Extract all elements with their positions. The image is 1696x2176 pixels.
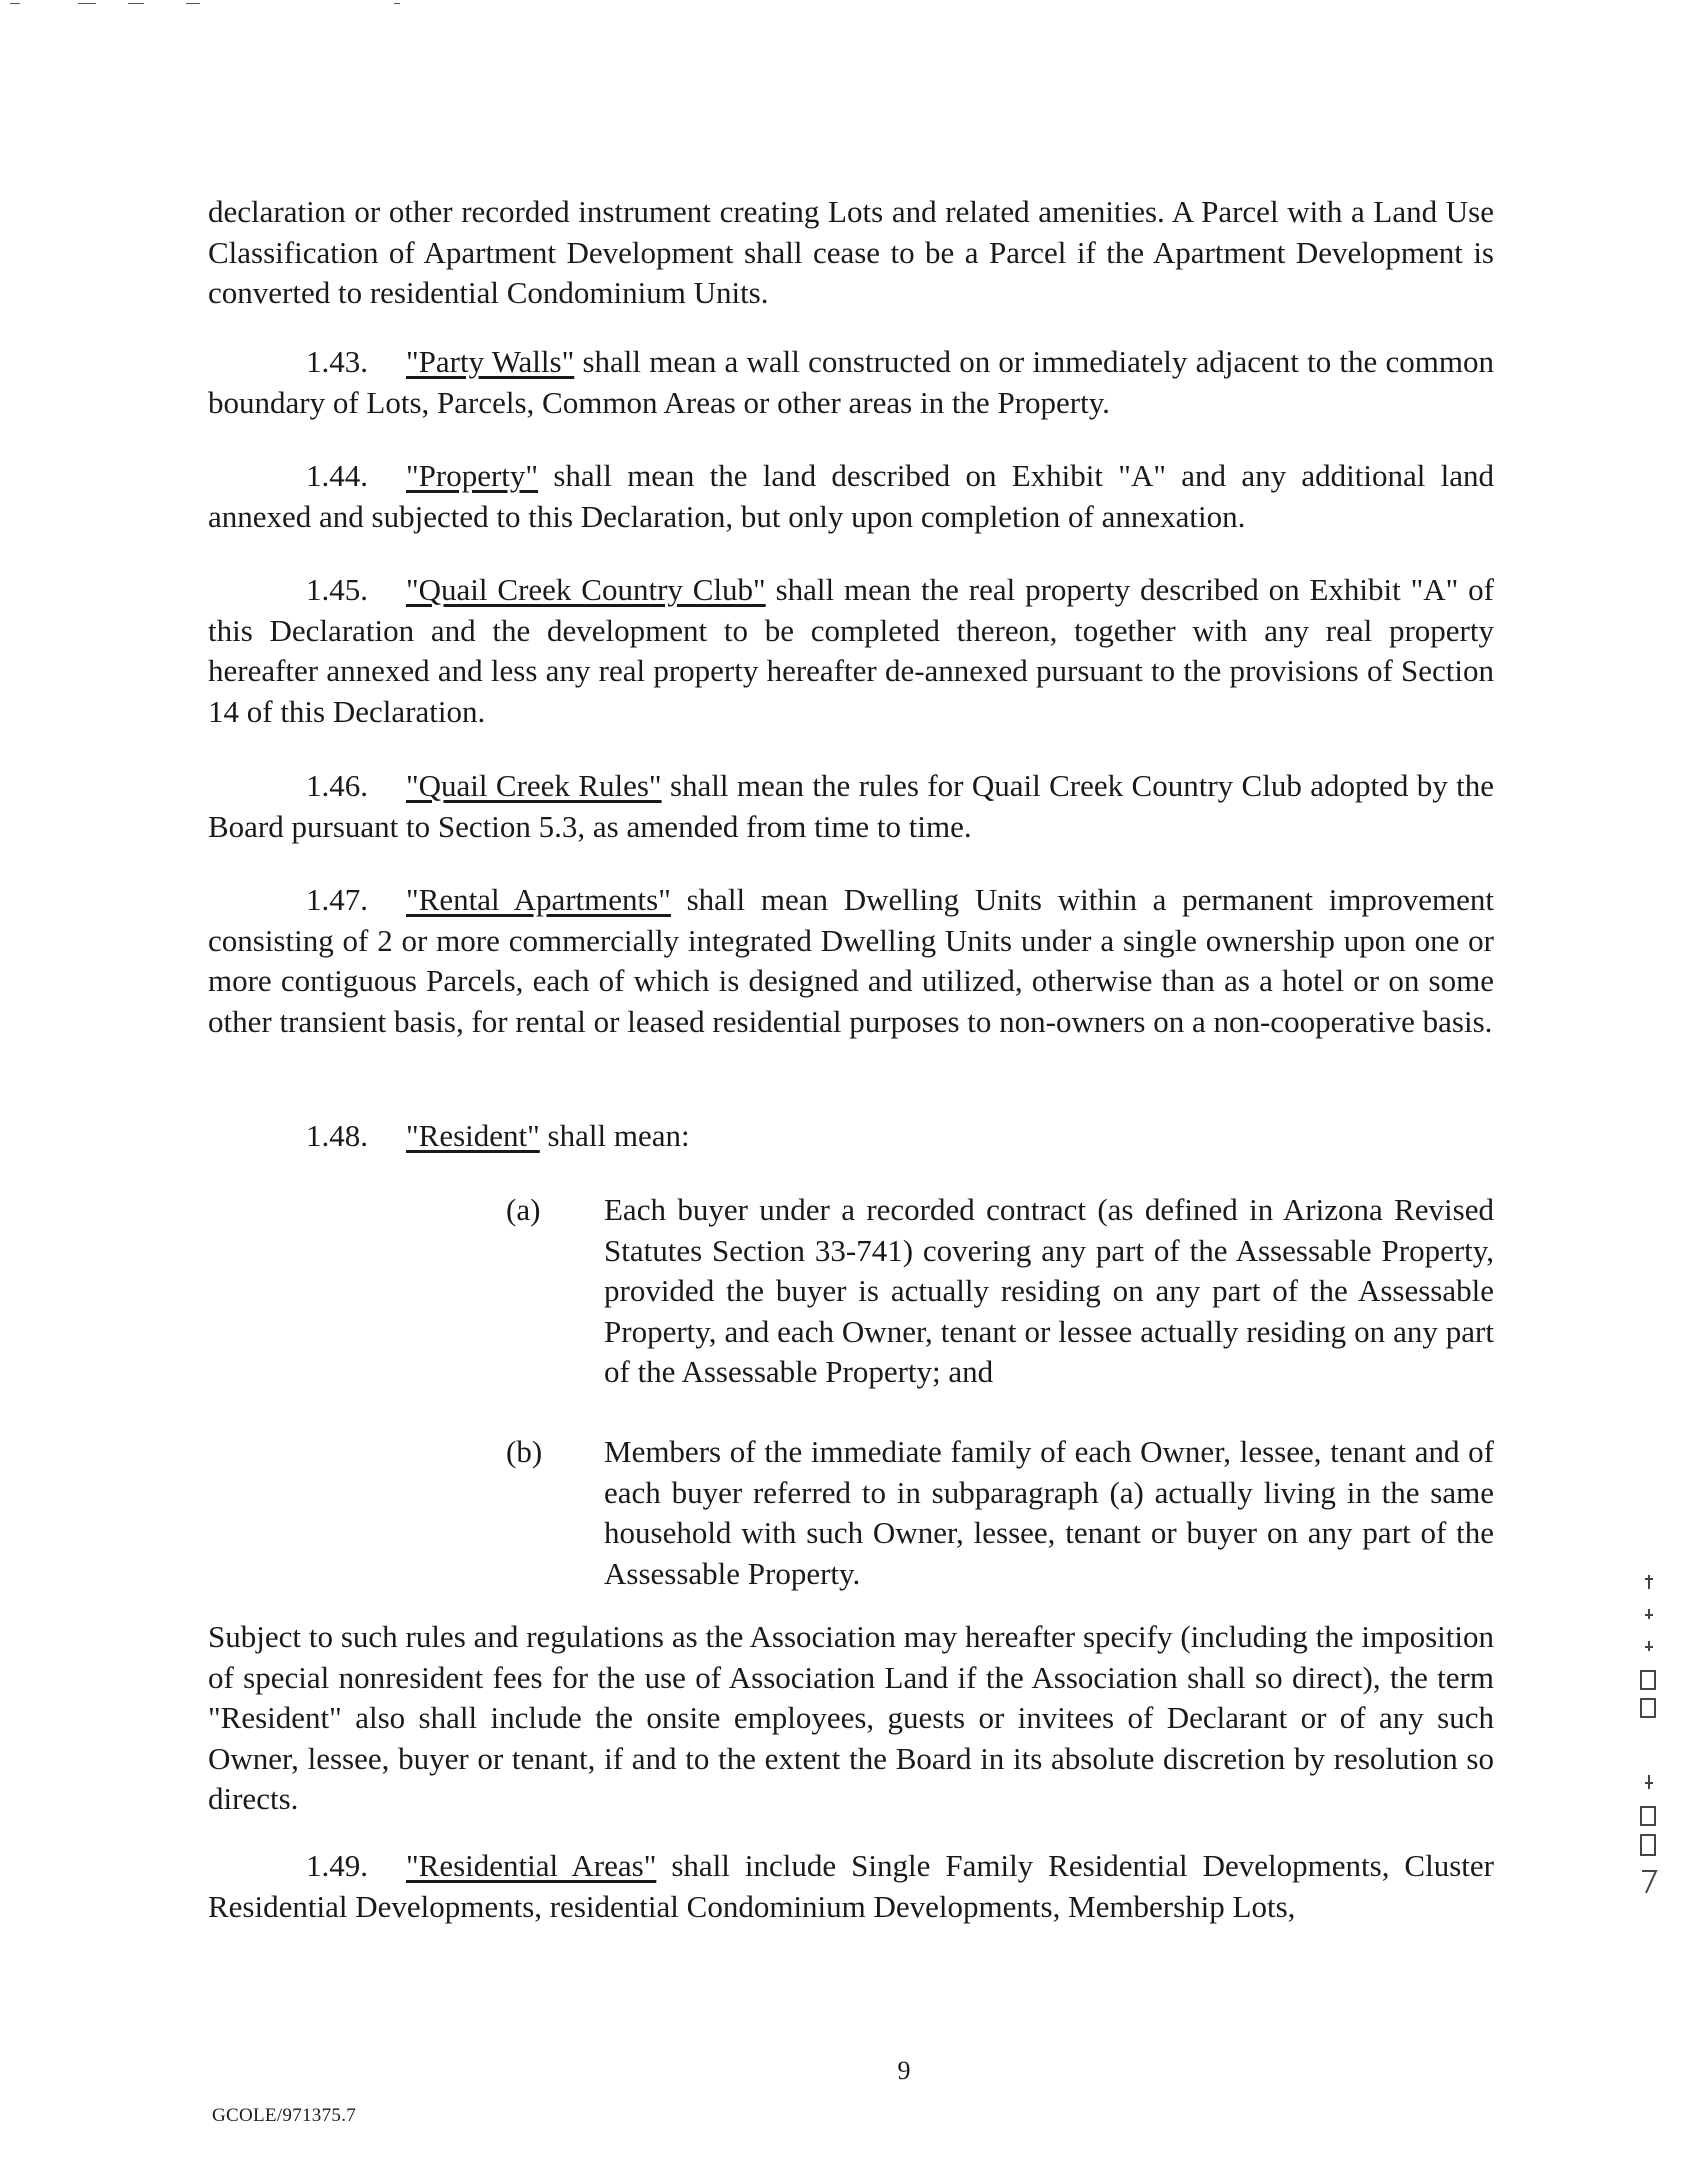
section-1-44: [208, 456, 1494, 537]
section-1-49: [208, 1846, 1494, 1927]
section-1-45: [208, 570, 1494, 732]
defined-term: "Resident": [406, 1118, 540, 1153]
defined-term: "Quail Creek Country Club": [406, 572, 766, 607]
section-text: shall include Single Family Residential Developments, Cluster Residential Developments, residential Condominium Developments, Membership Lots,: [208, 1848, 1494, 1924]
subparagraph-a: [508, 1190, 1494, 1393]
scan-artifact-marks: [10, 0, 430, 10]
section-1-48: [208, 1116, 1494, 1157]
defined-term: "Quail Creek Rules": [406, 768, 662, 803]
section-text: shall mean Dwelling Units within a permanent improvement consisting of 2 or more commercially integrated Dwelling Units under a single ownership upon one or more contiguous Parcels, each of which is designed and utilized, otherwise than as a hotel or on some other transient basis, for rental or leased residential purposes to non-owners on a non-cooperative basis.: [208, 882, 1494, 1039]
defined-term: "Property": [406, 458, 539, 493]
section-number: 1.48.: [306, 1118, 368, 1153]
section-number: 1.49.: [306, 1848, 368, 1883]
section-number: 1.47.: [306, 882, 368, 917]
section-number: 1.46.: [306, 768, 368, 803]
section-number: 1.44.: [306, 458, 368, 493]
section-text: shall mean the land described on Exhibit "A" and any additional land annexed and subjected to this Declaration, but only upon completion of annexation.: [208, 458, 1494, 534]
defined-term: "Residential Areas": [406, 1848, 657, 1883]
section-text: shall mean:: [539, 1118, 690, 1153]
section-1-46: [208, 766, 1494, 847]
section-text: shall mean the real property described on Exhibit "A" of this Declaration and the development to be completed thereon, together with any real property hereafter annexed and less any real property hereafter de-annexed pursuant to the provisions of Section 14 of this Declaration.: [208, 572, 1494, 729]
intro-paragraph: declaration or other recorded instrument creating Lots and related amenities. A Parcel with a Land Use Classification of Apartment Development shall cease to be a Parcel if the Apartment Development is converted to residential Condominium Units.: [208, 194, 1494, 310]
subparagraph-b: [508, 1432, 1494, 1594]
section-1-47: [208, 880, 1494, 1042]
section-number: 1.43.: [306, 344, 368, 379]
defined-term: "Party Walls": [406, 344, 575, 379]
subparagraph-label: (b): [506, 1434, 543, 1469]
section-1-43: [208, 342, 1494, 423]
subparagraph-text: Each buyer under a recorded contract (as defined in Arizona Revised Statutes Section 33-741) covering any part of the Assessable Property, provided the buyer is actually residing on any part of the Assessable Property, and each Owner, tenant or lessee actually residing on any part of the Assessable Property; and: [604, 1192, 1494, 1389]
page-number: 9: [897, 2056, 911, 2085]
subject-paragraph: Subject to such rules and regulations as the Association may hereafter specify (including the imposition of special nonresident fees for the use of Association Land if the Association shall so direct), the term "Resident" also shall include the onsite employees, guests or invitees of Declarant or of any such Owner, lessee, buyer or tenant, if and to the extent the Board in its absolute discretion by resolution so directs.: [208, 1619, 1494, 1816]
document-code: GCOLE/971375.7: [212, 2105, 357, 2126]
subparagraph-label: (a): [506, 1192, 541, 1227]
section-text: shall mean a wall constructed on or immediately adjacent to the common boundary of Lots, Parcels, Common Areas or other areas in the Property.: [208, 344, 1494, 420]
section-number: 1.45.: [306, 572, 368, 607]
recording-stamp-image: [1634, 1575, 1664, 1905]
subparagraph-text: Members of the immediate family of each Owner, lessee, tenant and of each buyer referred to in subparagraph (a) actually living in the same household with such Owner, lessee, tenant or buyer on any part of the Assessable Property.: [604, 1434, 1494, 1591]
section-text: shall mean the rules for Quail Creek Country Club adopted by the Board pursuant to Section 5.3, as amended from time to time.: [208, 768, 1494, 844]
defined-term: "Rental Apartments": [406, 882, 671, 917]
